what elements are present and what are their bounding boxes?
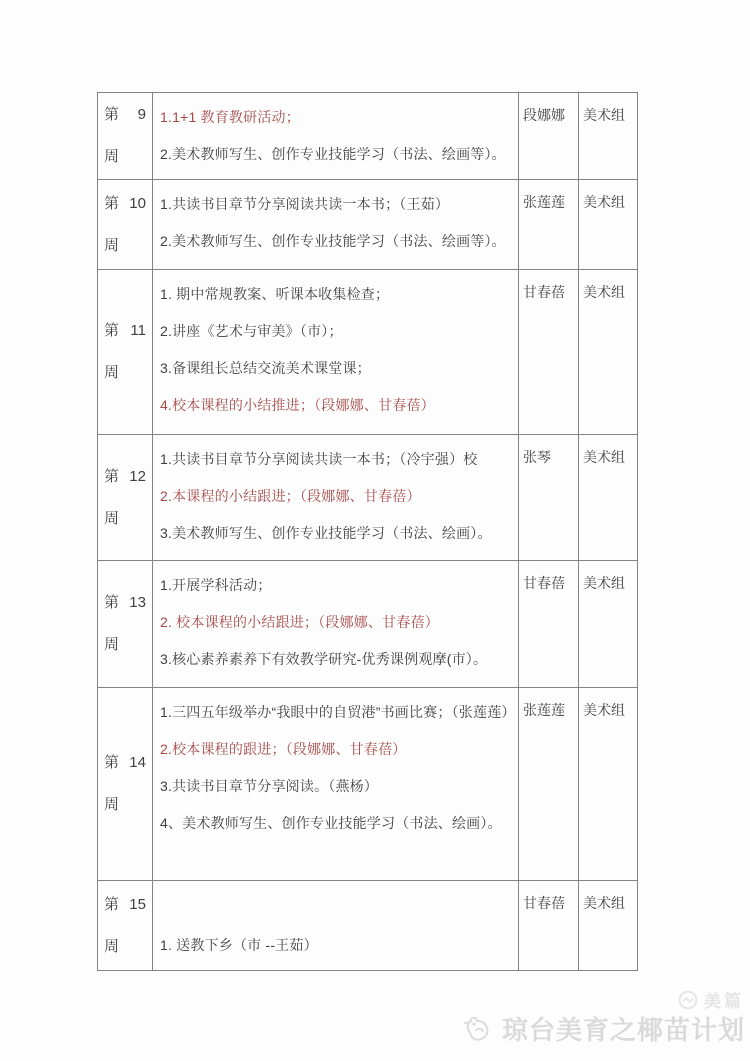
table-row [98, 93, 638, 180]
meipian-logo-icon [678, 990, 698, 1010]
person-cell: 张莲莲 [519, 180, 579, 270]
activity-item: 1.开展学科活动； [160, 577, 272, 593]
activity-item: 2. 校本课程的小结跟进；（段娜娜、甘春蓓） [160, 614, 439, 630]
person-cell: 张琴 [519, 435, 579, 561]
week-cell [98, 435, 153, 561]
group-cell: 美术组 [579, 93, 638, 180]
activity-item: 3.核心素养素养下有效教学研究-优秀课例观摩(市）。 [160, 651, 488, 667]
week-label: 第 15 [104, 895, 146, 913]
activity-item: 1.1+1 教育教研活动； [160, 109, 300, 125]
activity-item: 2.本课程的小结跟进；（段娜娜、甘春蓓） [160, 488, 421, 504]
activity-item: 3.美术教师写生、创作专业技能学习（书法、绘画）。 [160, 525, 492, 541]
week-label: 周 [104, 364, 120, 381]
week-cell [98, 93, 153, 180]
activity-item: 4、美术教师写生、创作专业技能学习（书法、绘画）。 [160, 815, 502, 831]
table-row [98, 561, 638, 688]
activities-cell [153, 561, 519, 688]
activities-cell [153, 435, 519, 561]
group-cell: 美术组 [579, 561, 638, 688]
activities-cell [153, 93, 519, 180]
person-cell: 甘春蓓 [519, 881, 579, 971]
person-cell: 甘春蓓 [519, 270, 579, 435]
activity-item: 3.备课组长总结交流美术课堂课； [160, 360, 371, 376]
table-row [98, 688, 638, 881]
activities-cell [153, 688, 519, 881]
week-cell [98, 881, 153, 971]
person-cell: 甘春蓓 [519, 561, 579, 688]
activity-item: 1. 期中常规教案、听课本收集检查； [160, 286, 390, 302]
week-label: 第 11 [104, 322, 146, 339]
week-label: 第 12 [104, 467, 146, 485]
week-cell [98, 180, 153, 270]
activities-cell [153, 881, 519, 971]
week-cell [98, 561, 153, 688]
week-label: 周 [104, 509, 120, 527]
activity-item: 4.校本课程的小结推进；（段娜娜、甘春蓓） [160, 397, 435, 413]
week-label: 第 14 [104, 754, 146, 771]
channel-watermark [461, 1010, 745, 1047]
week-label: 第 9 周 [104, 106, 146, 165]
week-cell [98, 688, 153, 881]
meipian-watermark [678, 987, 744, 1012]
week-label: 第 13 [104, 594, 146, 611]
group-cell: 美术组 [579, 270, 638, 435]
table-row [98, 180, 638, 270]
activity-item: 2.讲座《艺术与审美》（市）； [160, 323, 343, 339]
group-cell: 美术组 [579, 180, 638, 270]
week-label: 周 [104, 636, 120, 653]
week-cell [98, 270, 153, 435]
activities-cell [153, 180, 519, 270]
activity-item: 1. 送教下乡（市 --王茹） [160, 937, 318, 953]
activity-item: 1.共读书目章节分享阅读共读一本书；（王茹） [160, 196, 450, 212]
bird-chick-icon [461, 1013, 495, 1045]
activity-item: 1.共读书目章节分享阅读共读一本书；（冷宇强）校 [160, 451, 478, 467]
week-label: 周 [104, 937, 120, 955]
meipian-label: 美篇 [704, 992, 744, 1011]
table-row [98, 881, 638, 971]
activity-item: 3.共读书目章节分享阅读。（燕杨） [160, 778, 379, 794]
group-cell: 美术组 [579, 435, 638, 561]
activity-item: 2.美术教师写生、创作专业技能学习（书法、绘画等）。 [160, 233, 506, 249]
activities-cell [153, 270, 519, 435]
table-row [98, 270, 638, 435]
activity-item: 1.三四五年级举办“我眼中的自贸港”书画比赛；（张莲莲） [160, 704, 516, 720]
group-cell: 美术组 [579, 688, 638, 881]
activity-item: 2.美术教师写生、创作专业技能学习（书法、绘画等）。 [160, 146, 506, 162]
person-cell: 段娜娜 [519, 93, 579, 180]
week-label: 周 [104, 796, 120, 813]
activity-item: 2.校本课程的跟进；（段娜娜、甘春蓓） [160, 741, 407, 757]
group-cell: 美术组 [579, 881, 638, 971]
person-cell: 张莲莲 [519, 688, 579, 881]
week-label: 第 10 [104, 194, 146, 212]
weekly-schedule-table [97, 92, 638, 971]
channel-label: 琼台美育之椰苗计划 [501, 1015, 745, 1045]
week-label: 周 [104, 236, 120, 254]
table-row [98, 435, 638, 561]
